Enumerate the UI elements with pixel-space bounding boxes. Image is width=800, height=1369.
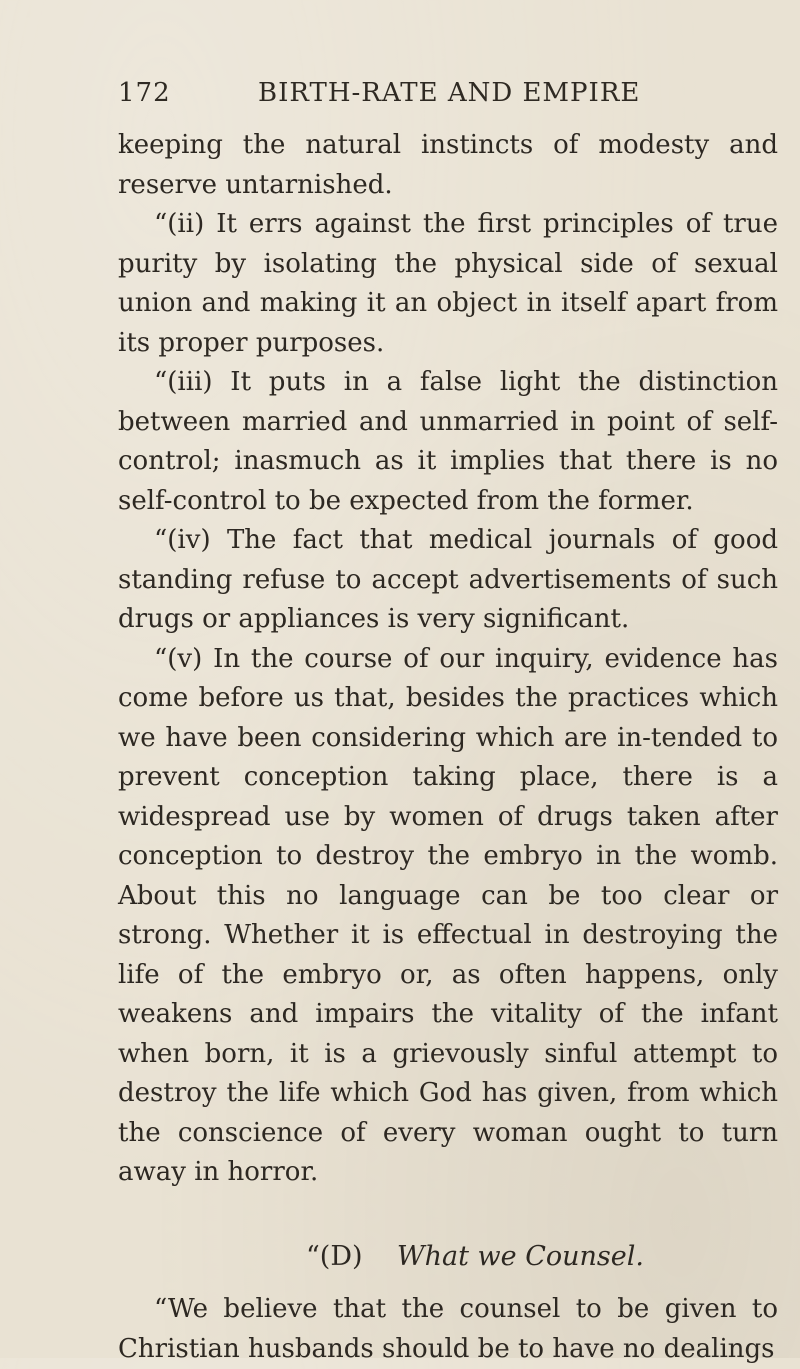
paragraph-iii: “(iii) It puts in a false light the distinction between married and unmarried in point of self-control; inasmuch as it implies that there is no self-control to be expected from the former. bbox=[118, 367, 778, 516]
section-subheading bbox=[118, 1237, 778, 1277]
page-number: 172 bbox=[118, 78, 171, 108]
paragraph-iv: “(iv) The fact that medical journals of good standing refuse to accept advertisements of such drugs or appliances is very significant. bbox=[118, 525, 778, 634]
running-head: BIRTH-RATE AND EMPIRE bbox=[258, 78, 641, 108]
subheading-label: “(D) bbox=[306, 1240, 363, 1272]
subheading-title: What we Counsel. bbox=[396, 1240, 644, 1272]
page-header bbox=[118, 78, 678, 118]
paragraph-ii: “(ii) It errs against the first principles of true purity by isolating the physical side of sexual union and making it an object in itself apart from its proper purposes. bbox=[118, 209, 778, 358]
paragraph-final: “We believe that the counsel to be given to Christian husbands should be to have no dealings bbox=[118, 1294, 778, 1364]
body-text bbox=[118, 126, 778, 1369]
paragraph-v: “(v) In the course of our inquiry, evidence has come before us that, besides the practices which we have been considering which are in-tended to prevent conception taking place, there is a widespread use by women of drugs taken after conception to destroy the embryo in the womb. About this no language can be too clear or strong. Whether it is effectual in destroying the life of the embryo or, as often happens, only weakens and impairs the vitality of the infant when born, it is a grievously sinful attempt to destroy the life which God has given, from which the conscience of every woman ought to turn away in horror. bbox=[118, 643, 778, 1187]
paragraph-continuation: keeping the natural instincts of modesty and reserve untarnished. bbox=[118, 130, 778, 200]
